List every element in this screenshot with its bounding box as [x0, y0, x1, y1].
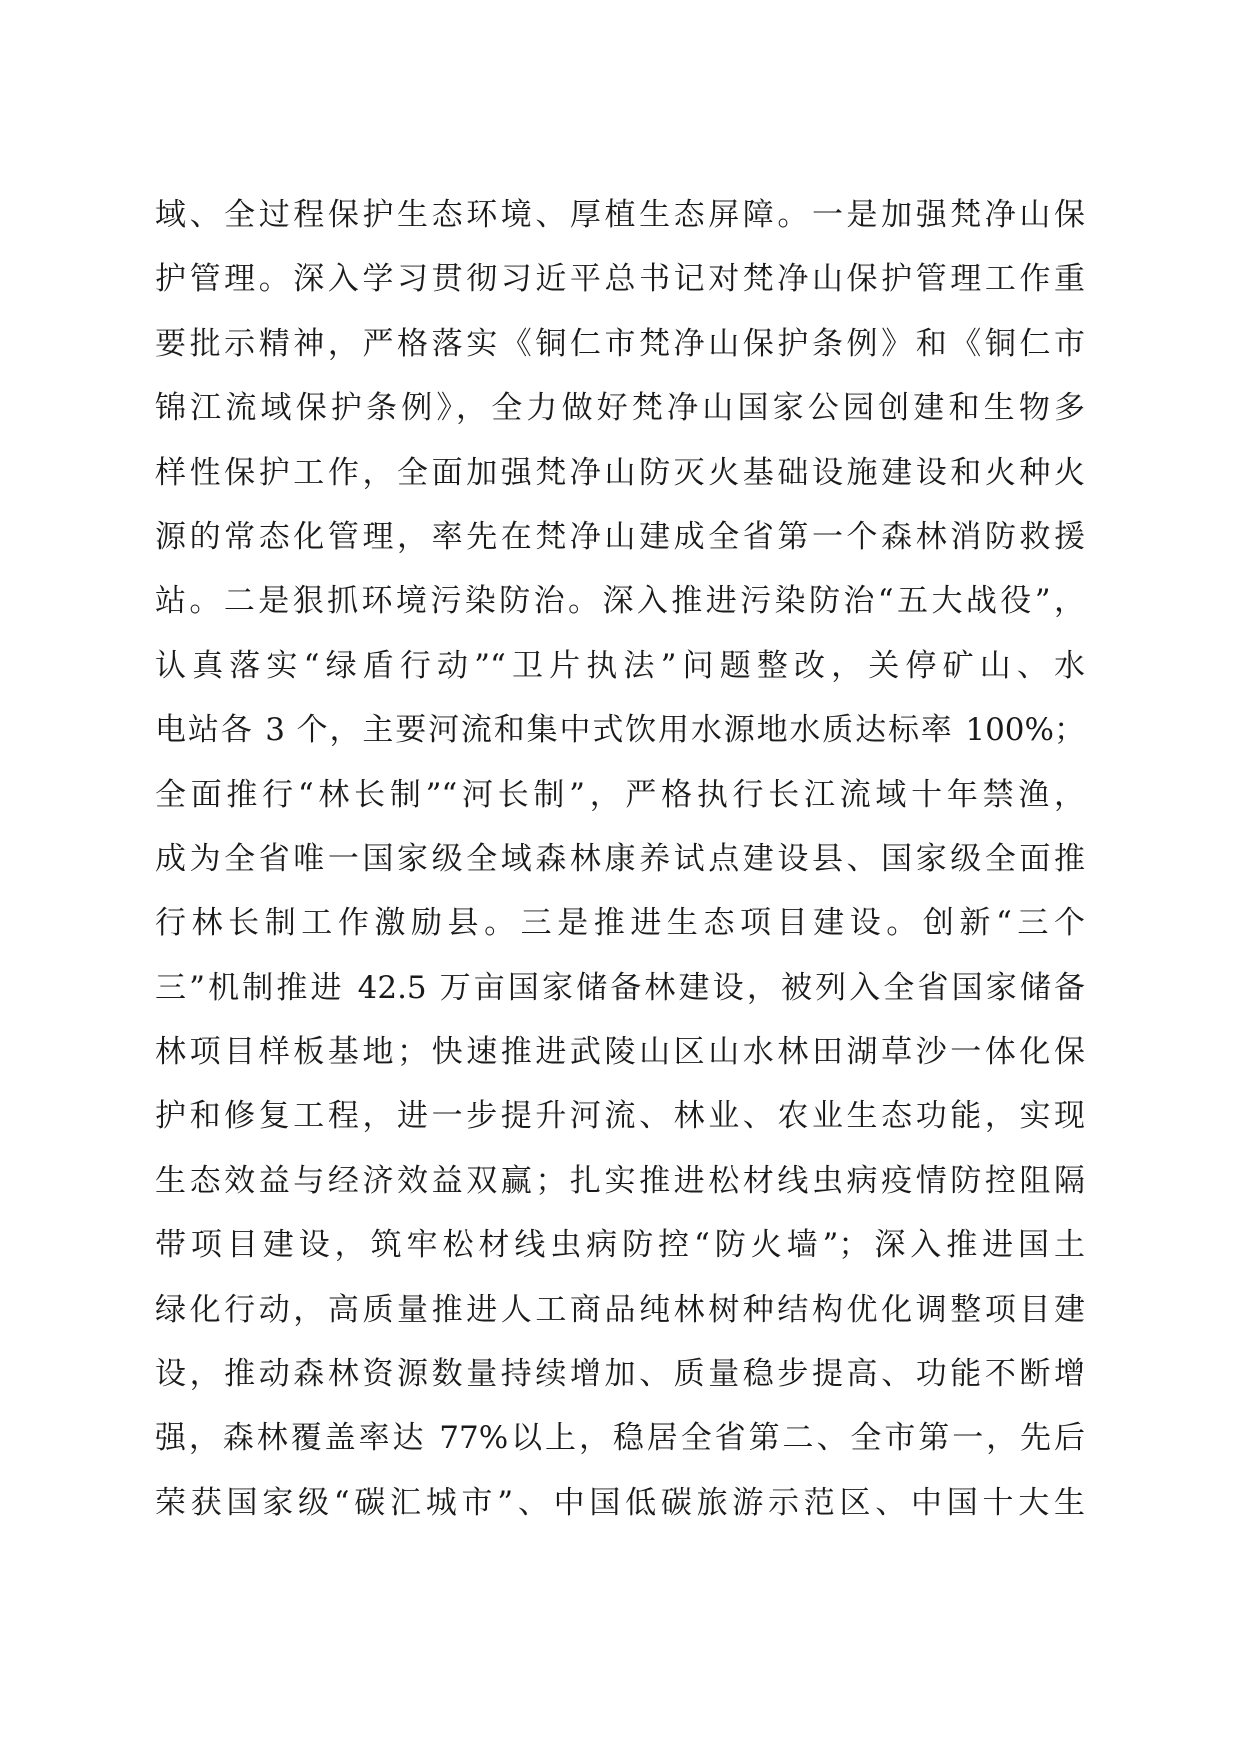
text-line: 样性保护工作，全面加强梵净山防灭火基础设施建设和火种火	[155, 454, 1085, 491]
text-line: 护和修复工程，进一步提升河流、林业、农业生态功能，实现	[155, 1098, 1085, 1135]
text-line: 带项目建设，筑牢松材线虫病防控“防火墙”；深入推进国土	[155, 1227, 1085, 1264]
text-line: 电站各 3 个，主要河流和集中式饮用水源地水质达标率 100%；	[155, 712, 1085, 749]
text-line: 认真落实“绿盾行动”“卫片执法”问题整改，关停矿山、水	[155, 647, 1085, 684]
text-line: 站。二是狠抓环境污染防治。深入推进污染防治“五大战役”，	[155, 583, 1085, 620]
text-line: 设，推动森林资源数量持续增加、质量稳步提高、功能不断增	[155, 1356, 1085, 1393]
text-line: 行林长制工作激励县。三是推进生态项目建设。创新“三个	[155, 905, 1085, 942]
text-line: 要批示精神，严格落实《铜仁市梵净山保护条例》和《铜仁市	[155, 325, 1085, 362]
text-line: 强，森林覆盖率达 77%以上，稳居全省第二、全市第一，先后	[155, 1420, 1085, 1457]
text-line: 生态效益与经济效益双赢；扎实推进松材线虫病疫情防控阻隔	[155, 1162, 1085, 1199]
text-line: 域、全过程保护生态环境、厚植生态屏障。一是加强梵净山保	[155, 197, 1085, 233]
text-line: 护管理。深入学习贯彻习近平总书记对梵净山保护管理工作重	[155, 261, 1085, 298]
text-line: 全面推行“林长制”“河长制”，严格执行长江流域十年禁渔，	[155, 776, 1085, 813]
body-paragraph	[155, 183, 1085, 1535]
text-line: 成为全省唯一国家级全域森林康养试点建设县、国家级全面推	[155, 840, 1085, 877]
text-line: 林项目样板基地；快速推进武陵山区山水林田湖草沙一体化保	[155, 1034, 1085, 1071]
text-line: 源的常态化管理，率先在梵净山建成全省第一个森林消防救援	[155, 518, 1085, 555]
text-line: 荣获国家级“碳汇城市”、中国低碳旅游示范区、中国十大生	[155, 1484, 1085, 1521]
text-line: 锦江流域保护条例》，全力做好梵净山国家公园创建和生物多	[155, 390, 1085, 427]
text-line: 绿化行动，高质量推进人工商品纯林树种结构优化调整项目建	[155, 1291, 1085, 1328]
text-line: 三”机制推进 42.5 万亩国家储备林建设，被列入全省国家储备	[155, 969, 1085, 1006]
